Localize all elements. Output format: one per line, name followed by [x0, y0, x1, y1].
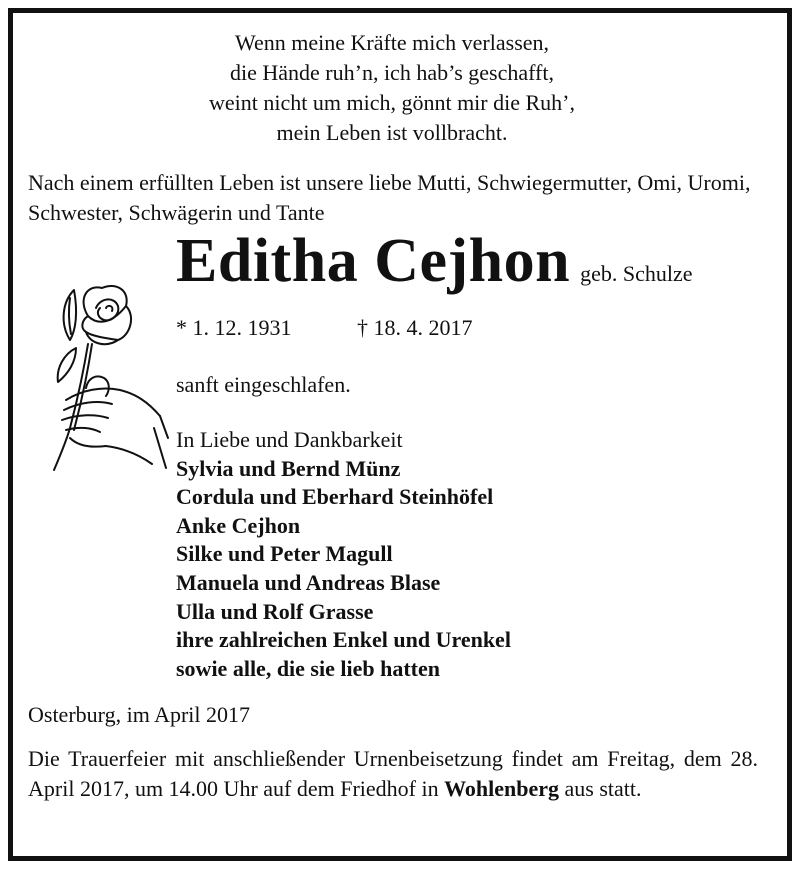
mourner: sowie alle, die sie lieb hatten	[176, 655, 440, 681]
death-date: † 18. 4. 2017	[357, 315, 473, 340]
name-row	[176, 226, 693, 296]
place-date: Osterburg, im April 2017	[28, 702, 251, 727]
mourner: Manuela und Andreas Blase	[176, 569, 441, 595]
deceased-name: Editha Cejhon	[176, 227, 571, 295]
maiden-name: geb. Schulze	[580, 261, 693, 286]
mourner: Anke Cejhon	[176, 512, 301, 538]
birth-date: * 1. 12. 1931	[176, 315, 292, 340]
service-info	[28, 744, 758, 804]
mourners-block	[176, 426, 511, 683]
poem-line: mein Leben ist vollbracht.	[276, 120, 508, 145]
intro-text: Nach einem erfüllten Leben ist unsere liebe Mutti, Schwiegermutter, Omi, Uromi, Schwester, Schwägerin und Tante	[28, 170, 751, 225]
service-text: Die Trauerfeier mit anschließender Urnenbeisetzung findet am Freitag, dem 28. April 2017, um 14.00 Uhr auf dem Friedhof in	[28, 746, 758, 801]
service-location: Wohlenberg	[444, 776, 560, 801]
life-dates	[176, 313, 473, 343]
mourner: ihre zahlreichen Enkel und Urenkel	[176, 627, 511, 653]
poem-line: weint nicht um mich, gönnt mir die Ruh’,	[208, 90, 575, 115]
poem-line: Wenn meine Kräfte mich verlassen,	[234, 30, 550, 55]
mourners-intro: In Liebe und Dankbarkeit	[176, 427, 403, 452]
mourner: Cordula und Eberhard Steinhöfel	[176, 484, 494, 510]
rose-in-hand-icon	[26, 278, 176, 478]
service-text-end: aus statt.	[559, 776, 642, 801]
poem-line: die Hände ruh’n, ich hab’s geschafft,	[230, 60, 554, 85]
mourner: Sylvia und Bernd Münz	[176, 455, 401, 481]
poem	[0, 28, 784, 148]
asleep-text: sanft eingeschlafen.	[176, 372, 351, 397]
mourner: Ulla und Rolf Grasse	[176, 598, 374, 624]
mourner: Silke und Peter Magull	[176, 541, 393, 567]
